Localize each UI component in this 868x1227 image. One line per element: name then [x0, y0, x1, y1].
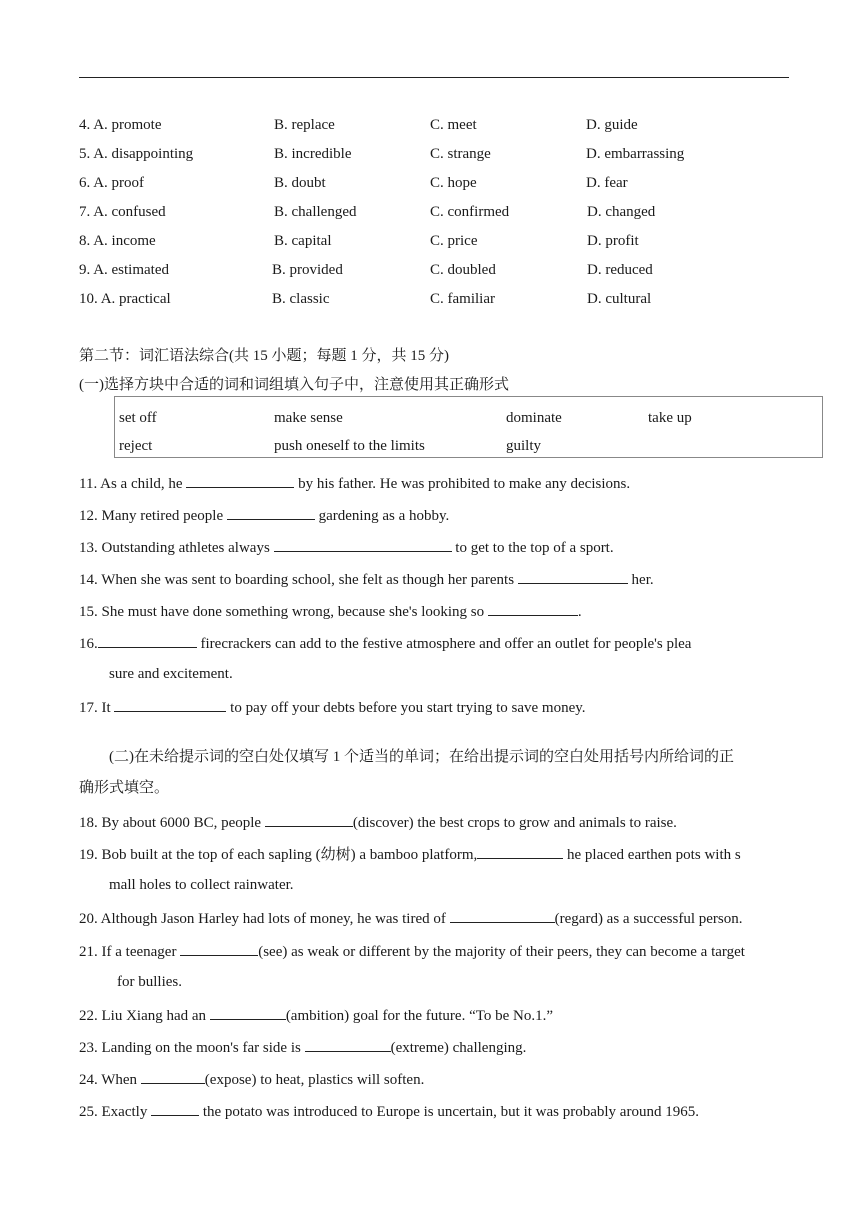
mc-option: B. challenged: [274, 204, 357, 220]
question-19-continued: mall holes to collect rainwater.: [109, 877, 294, 893]
word-option: set off: [119, 410, 157, 426]
mc-option: 7. A. confused: [79, 204, 166, 220]
mc-option: D. changed: [587, 204, 656, 220]
part2-instruction-continued: 确形式填空。: [79, 780, 170, 796]
question-16-continued: sure and excitement.: [109, 666, 233, 682]
mc-option: D. fear: [586, 175, 628, 191]
word-option: reject: [119, 438, 153, 454]
mc-option: C. confirmed: [430, 204, 510, 220]
mc-option: B. replace: [274, 117, 335, 133]
mc-option: 5. A. disappointing: [79, 146, 194, 162]
answer-blank[interactable]: [305, 1037, 391, 1052]
question-15: 15. She must have done something wrong, because she's looking so .: [79, 601, 582, 621]
section-title: 第二节：词汇语法综合(共 15 小题；每题 1 分，共 15 分): [79, 348, 449, 364]
answer-blank[interactable]: [477, 844, 563, 859]
mc-option: 9. A. estimated: [79, 262, 170, 278]
mc-option: 6. A. proof: [79, 175, 145, 191]
question-21: 21. If a teenager (see) as weak or different by the majority of their peers, they can become a target: [79, 941, 745, 961]
answer-blank[interactable]: [274, 537, 452, 552]
question-21-continued: for bullies.: [117, 974, 182, 990]
mc-option: C. doubled: [430, 262, 496, 278]
answer-blank[interactable]: [518, 569, 628, 584]
mc-option: 8. A. income: [79, 233, 156, 249]
word-option: dominate: [506, 410, 562, 426]
question-16: 16. firecrackers can add to the festive atmosphere and offer an outlet for people's plea: [79, 633, 691, 653]
question-17: 17. It to pay off your debts before you start trying to save money.: [79, 697, 586, 717]
word-option: push oneself to the limits: [274, 438, 425, 454]
mc-option: 4. A. promote: [79, 117, 162, 133]
question-13: 13. Outstanding athletes always to get to the top of a sport.: [79, 537, 614, 557]
mc-option: B. classic: [272, 291, 330, 307]
answer-blank[interactable]: [265, 812, 353, 827]
mc-option: D. cultural: [587, 291, 652, 307]
question-14: 14. When she was sent to boarding school, she felt as though her parents her.: [79, 569, 654, 589]
mc-option: C. price: [430, 233, 478, 249]
mc-option: B. provided: [272, 262, 343, 278]
answer-blank[interactable]: [450, 908, 555, 923]
answer-blank[interactable]: [227, 505, 315, 520]
question-12: 12. Many retired people gardening as a hobby.: [79, 505, 449, 525]
word-option: take up: [648, 410, 692, 426]
question-18: 18. By about 6000 BC, people (discover) the best crops to grow and animals to raise.: [79, 812, 677, 832]
part1-instruction: (一)选择方块中合适的词和词组填入句子中，注意使用其正确形式: [79, 377, 509, 393]
mc-option: D. profit: [587, 233, 639, 249]
answer-blank[interactable]: [141, 1069, 205, 1084]
mc-option: C. meet: [430, 117, 477, 133]
answer-blank[interactable]: [210, 1005, 286, 1020]
question-23: 23. Landing on the moon's far side is (extreme) challenging.: [79, 1037, 526, 1057]
answer-blank[interactable]: [114, 697, 226, 712]
answer-blank[interactable]: [488, 601, 578, 616]
question-19: 19. Bob built at the top of each sapling (幼树) a bamboo platform, he placed earthen pots with s: [79, 844, 741, 864]
question-22: 22. Liu Xiang had an (ambition) goal for the future. “To be No.1.”: [79, 1005, 553, 1025]
header-rule: [79, 77, 789, 78]
word-option: make sense: [274, 410, 343, 426]
mc-option: B. capital: [274, 233, 332, 249]
question-20: 20. Although Jason Harley had lots of money, he was tired of (regard) as a successful person.: [79, 908, 742, 928]
mc-option: 10. A. practical: [79, 291, 171, 307]
mc-option: B. incredible: [274, 146, 352, 162]
answer-blank[interactable]: [186, 473, 294, 488]
question-11: 11. As a child, he by his father. He was prohibited to make any decisions.: [79, 473, 630, 493]
answer-blank[interactable]: [98, 633, 197, 648]
word-box: [114, 396, 823, 458]
mc-option: C. hope: [430, 175, 477, 191]
mc-option: B. doubt: [274, 175, 326, 191]
mc-option: D. embarrassing: [586, 146, 685, 162]
question-25: 25. Exactly the potato was introduced to Europe is uncertain, but it was probably around 1965.: [79, 1101, 699, 1121]
question-24: 24. When (expose) to heat, plastics will soften.: [79, 1069, 424, 1089]
part2-instruction: (二)在未给提示词的空白处仅填写 1 个适当的单词；在给出提示词的空白处用括号内所给词的正: [109, 749, 734, 765]
answer-blank[interactable]: [180, 941, 258, 956]
mc-option: D. guide: [586, 117, 638, 133]
mc-option: C. familiar: [430, 291, 495, 307]
answer-blank[interactable]: [151, 1101, 199, 1116]
word-option: guilty: [506, 438, 542, 454]
mc-option: C. strange: [430, 146, 491, 162]
mc-option: D. reduced: [587, 262, 653, 278]
